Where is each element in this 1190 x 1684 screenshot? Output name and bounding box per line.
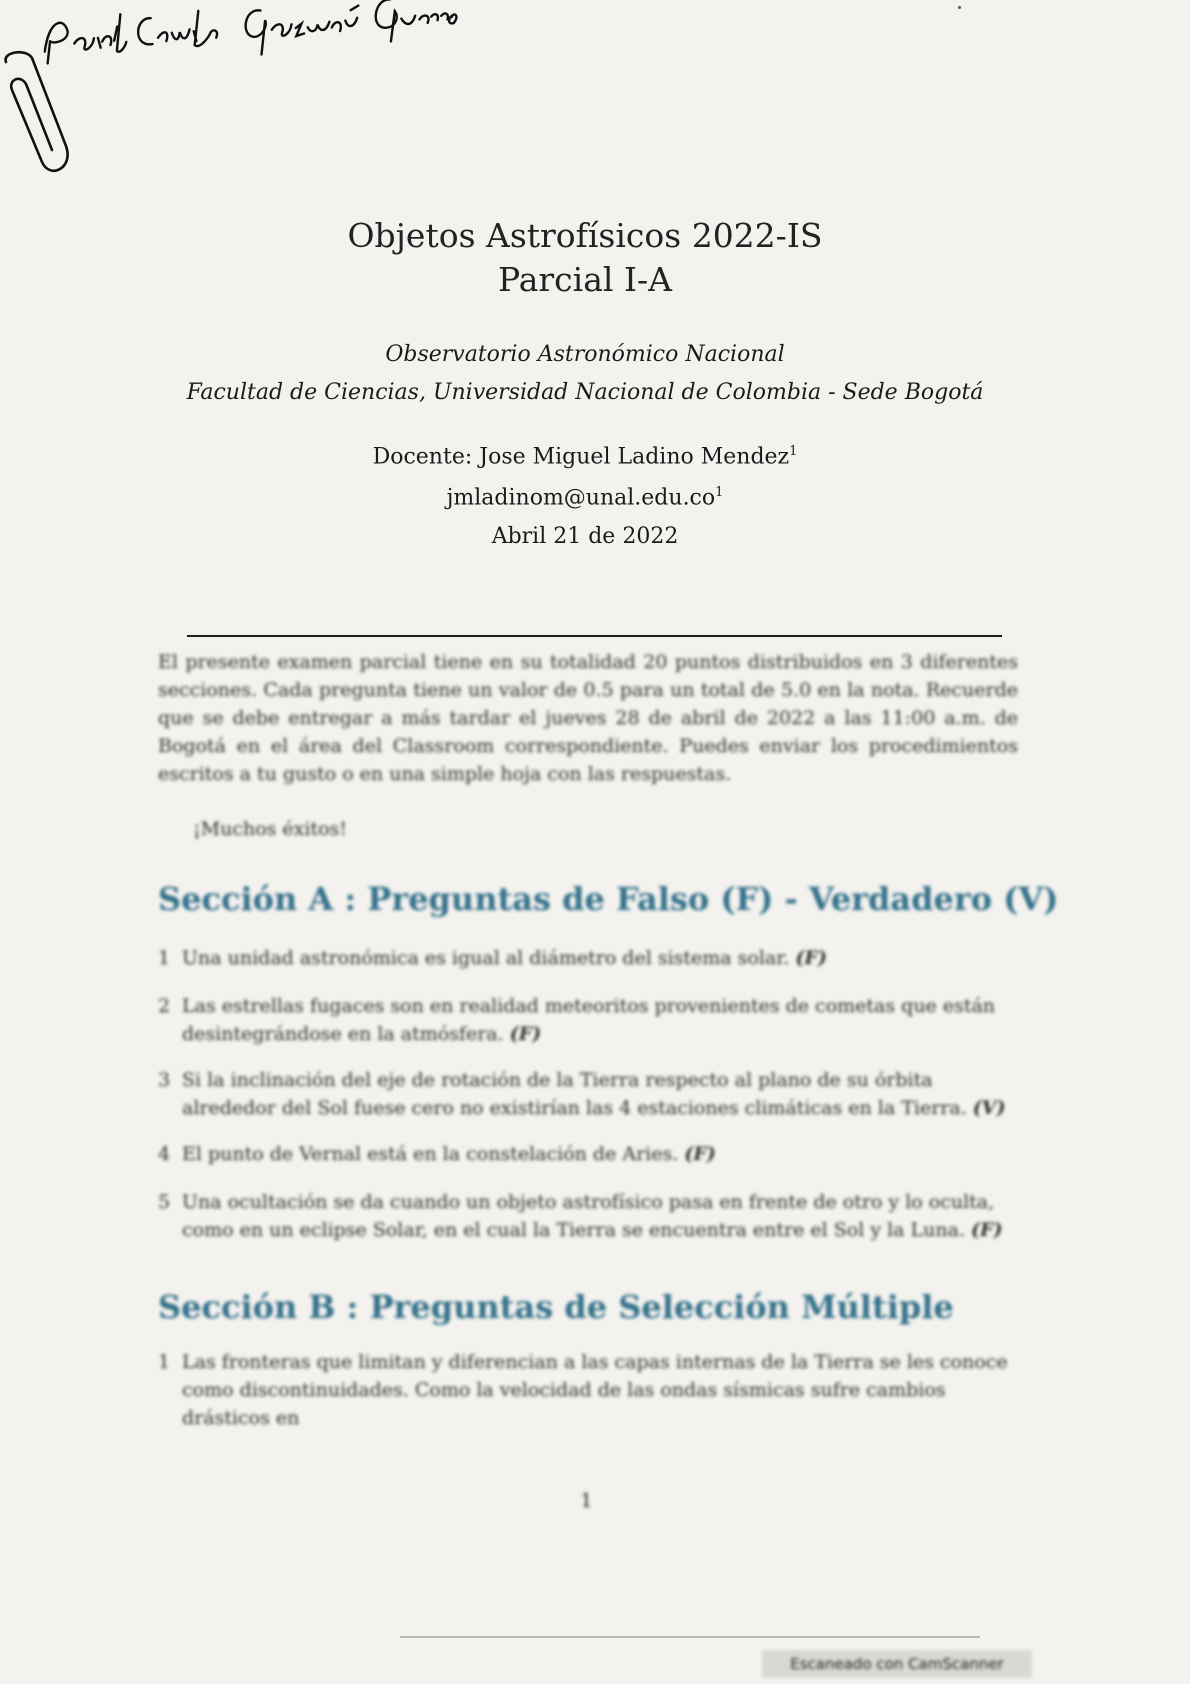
question-text: Las fronteras que limitan y diferencian a las capas internas de la Tierra se les conoce como discontinuidades. Como la velocidad de las ondas sísmicas sufre cambios drásticos en: [182, 1351, 1008, 1429]
question-number: 1: [158, 947, 171, 969]
page-number: 1: [580, 1488, 593, 1512]
teacher-email: jmladinom@unal.edu.co: [446, 485, 716, 511]
intro-paragraph: El presente examen parcial tiene en su totalidad 20 puntos distribuidos en 3 diferentes secciones. Cada pregunta tiene un valor de 0.5 para un total de 5.0 en la nota. Recuerde que se debe entregar a más tardar el jueves 28 de abril de 2022 a las 11:00 a.m. de Bogotá en el área del Classroom correspondiente. Puedes enviar los procedimientos escritos a tu gusto o en una simple hoja con las respuestas.: [158, 651, 1018, 785]
question-text: Las estrellas fugaces son en realidad meteoritos provenientes de cometas que están desintegrándose en la atmósfera.: [182, 995, 996, 1045]
question-answer: (F): [795, 947, 827, 969]
intro-cheer: ¡Muchos éxitos!: [193, 818, 347, 840]
question-number: 2: [158, 995, 171, 1017]
question-text: El punto de Vernal está en la constelación de Aries.: [182, 1143, 679, 1165]
institute-line-1: Observatorio Astronómico Nacional: [385, 342, 785, 367]
teacher-name: Jose Miguel Ladino Mendez: [479, 444, 790, 470]
teacher-prefix: Docente:: [372, 444, 473, 470]
teacher-footnote-mark: 1: [789, 444, 798, 459]
exam-date: Abril 21 de 2022: [491, 524, 679, 549]
institution-block: [150, 336, 1020, 412]
question-number: 5: [158, 1191, 171, 1213]
teacher-line: [150, 434, 1020, 475]
question-b1: [158, 1348, 1018, 1432]
exam-title: [150, 214, 1020, 302]
question-answer: (F): [684, 1143, 716, 1165]
paperclip-drawing: [0, 50, 80, 200]
question-number: 4: [158, 1143, 171, 1165]
teacher-block: [150, 434, 1020, 517]
question-text: Una unidad astronómica es igual al diámetro del sistema solar.: [182, 947, 790, 969]
question-answer: (F): [509, 1023, 542, 1045]
handwritten-signature: [38, 0, 462, 82]
institute-line-2: Facultad de Ciencias, Universidad Nacional de Colombia - Sede Bogotá: [186, 380, 984, 405]
question-a3: [158, 1066, 1018, 1122]
question-answer: (V): [972, 1097, 1006, 1119]
ink-dot: [958, 6, 961, 9]
email-footnote-mark: 1: [715, 485, 724, 501]
question-a5: [158, 1188, 1018, 1244]
section-b-title: Sección B : Preguntas de Selección Múltiple: [158, 1288, 954, 1326]
question-text: Si la inclinación del eje de rotación de la Tierra respecto al plano de su órbita alrededor del Sol fuese cero no existirían las 4 estaciones climáticas en la Tierra.: [182, 1069, 967, 1119]
question-text: Una ocultación se da cuando un objeto astrofísico pasa en frente de otro y lo oculta, como en un eclipse Solar, en el cual la Tierra se encuentra entre el Sol y la Luna.: [182, 1191, 995, 1241]
header-divider: [187, 635, 1002, 637]
question-answer: (F): [971, 1219, 1003, 1241]
question-a2: [158, 992, 1018, 1048]
section-a-title: Sección A : Preguntas de Falso (F) - Verdadero (V): [158, 880, 1059, 918]
question-number: 3: [158, 1069, 171, 1091]
question-a1: [158, 944, 1018, 972]
question-a4: [158, 1140, 1018, 1168]
teacher-email-line: [150, 475, 1020, 516]
signature-drawing: [38, 0, 461, 72]
title-line-2: Parcial I-A: [498, 260, 672, 299]
footer-divider: [400, 1636, 980, 1638]
title-line-1: Objetos Astrofísicos 2022-IS: [347, 216, 823, 255]
question-number: 1: [158, 1351, 171, 1373]
scanner-watermark: Escaneado con CamScanner: [762, 1650, 1032, 1678]
